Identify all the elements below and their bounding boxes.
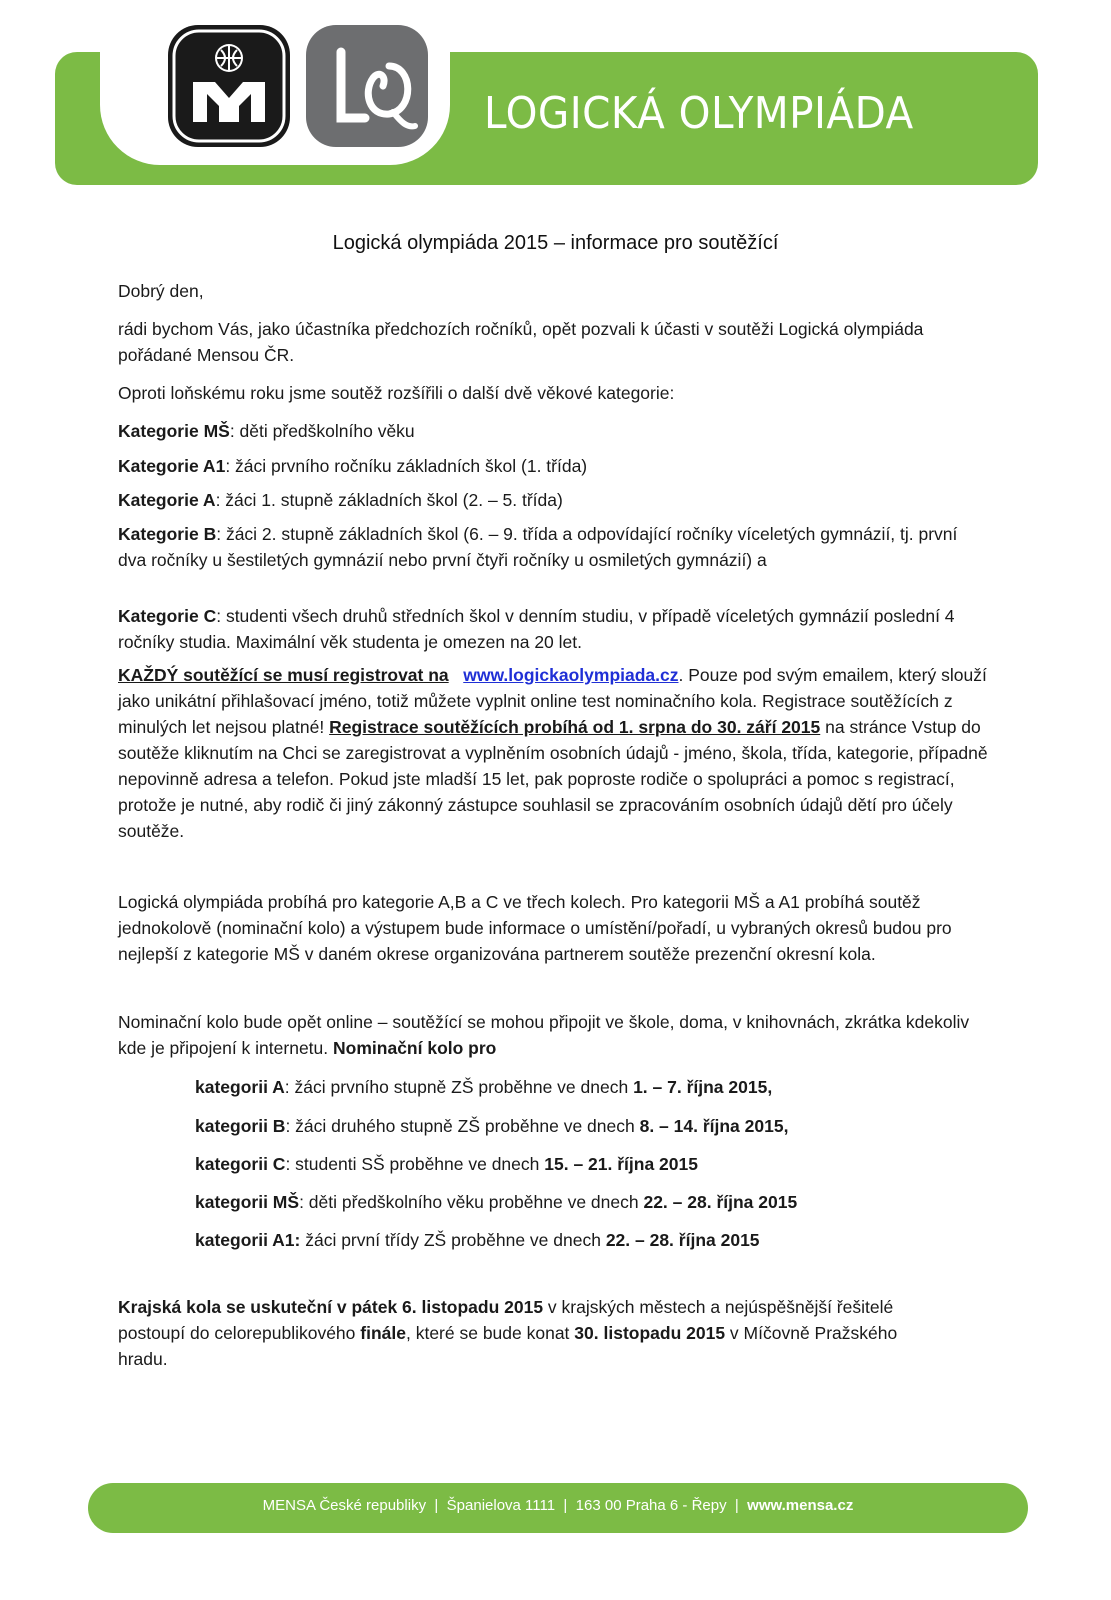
- intro-paragraph: rádi bychom Vás, jako účastníka předchozích ročníků, opět pozvali k účasti v soutěži Logická olympiáda pořádané Mensou ČR.: [118, 319, 924, 365]
- schedule-row: kategorii A: žáci prvního stupně ZŠ proběhne ve dnech 1. – 7. října 2015,: [195, 1077, 773, 1097]
- nomination-paragraph: Nominační kolo bude opět online – soutěžící se mohou připojit ve škole, doma, v knihovnách, zkrátka kdekoliv kde je připojení k internetu. Nominační kolo pro: [118, 1012, 970, 1058]
- schedule-row: kategorii B: žáci druhého stupně ZŠ proběhne ve dnech 8. – 14. října 2015,: [195, 1116, 789, 1136]
- footer-street: Španielova 1111: [446, 1497, 556, 1514]
- registration-lead: KAŽDÝ soutěžící se musí registrovat na: [118, 665, 449, 685]
- header-title: LOGICKÁ OLYMPIÁDA: [484, 88, 914, 139]
- category-a: Kategorie A: žáci 1. stupně základních škol (2. – 5. třída): [118, 490, 563, 510]
- footer-org: MENSA České republiky: [262, 1497, 427, 1514]
- registration-paragraph: KAŽDÝ soutěžící se musí registrovat na www.logickaolympiada.cz. Pouze pod svým emailem, který slouží jako unikátní přihlašovací jméno, totiž můžete vyplnit online test nominačního kola. Registrace soutěžících z minulých let nejsou platné! Registrace soutěžících probíhá od 1. srpna do 30. září 2015 na stránce Vstup do soutěže kliknutím na Chci se zaregistrovat a vyplněním osobních údajů - jméno, škola, třída, kategorie, případně nepovinně adresa a telefon. Pokud jste mladší 15 let, pak poproste rodiče o spolupráci a pomoc s registrací, protože je nutné, aby rodič či jiný zákonný zástupce souhlasil se zpracováním osobních údajů dětí pro účely soutěže.: [118, 665, 988, 841]
- footer-banner: [88, 1483, 1028, 1533]
- footer-web-link[interactable]: www.mensa.cz: [747, 1497, 854, 1514]
- category-b: Kategorie B: žáci 2. stupně základních škol (6. – 9. třída a odpovídající ročníky víceletých gymnázií, tj. první dva ročníky u šestiletých gymnázií nebo první čtyři ročníky u osmiletých gymnázií) a: [118, 524, 958, 570]
- schedule-row: kategorii A1: žáci první třídy ZŠ proběhne ve dnech 22. – 28. října 2015: [195, 1230, 760, 1250]
- footer-city: 163 00 Praha 6 - Řepy: [575, 1497, 727, 1514]
- lo-logo-icon: [303, 22, 431, 150]
- footer-text: MENSA České republiky | Španielova 1111 | 163 00 Praha 6 - Řepy | www.mensa.cz: [262, 1497, 854, 1514]
- document-title: Logická olympiáda 2015 – informace pro soutěžící: [332, 232, 779, 254]
- registration-period: Registrace soutěžících probíhá od 1. srpna do 30. září 2015: [329, 717, 821, 737]
- registration-link[interactable]: www.logickaolympiada.cz: [463, 665, 679, 685]
- schedule-row: kategorii C: studenti SŠ proběhne ve dnech 15. – 21. října 2015: [195, 1154, 698, 1174]
- category-a1: Kategorie A1: žáci prvního ročníku základních škol (1. třída): [118, 456, 588, 476]
- mensa-logo-icon: [165, 22, 293, 150]
- category-ms: Kategorie MŠ: děti předškolního věku: [118, 421, 415, 441]
- schedule-row: kategorii MŠ: děti předškolního věku proběhne ve dnech 22. – 28. října 2015: [195, 1192, 798, 1212]
- greeting: Dobrý den,: [118, 281, 204, 301]
- category-c: Kategorie C: studenti všech druhů středních škol v denním studiu, v případě víceletých gymnázií poslední 4 ročníky studia. Maximální věk studenta je omezen na 20 let.: [118, 606, 955, 652]
- categories-intro: Oproti loňskému roku jsme soutěž rozšířili o další dvě věkové kategorie:: [118, 383, 675, 403]
- final-paragraph: Krajská kola se uskuteční v pátek 6. listopadu 2015 v krajských městech a nejúspěšnější řešitelé postoupí do celorepublikového finále, které se bude konat 30. listopadu 2015 v Míčovně Pražského hradu.: [118, 1297, 898, 1369]
- rounds-paragraph: Logická olympiáda probíhá pro kategorie A,B a C ve třech kolech. Pro kategorii MŠ a A1 probíhá soutěž jednokolově (nominační kolo) a výstupem bude informace o umístění/pořadí, u vybraných okresů budou pro nejlepší z kategorie MŠ v daném okrese organizována partnerem soutěže prezenční okresní kola.: [118, 892, 952, 964]
